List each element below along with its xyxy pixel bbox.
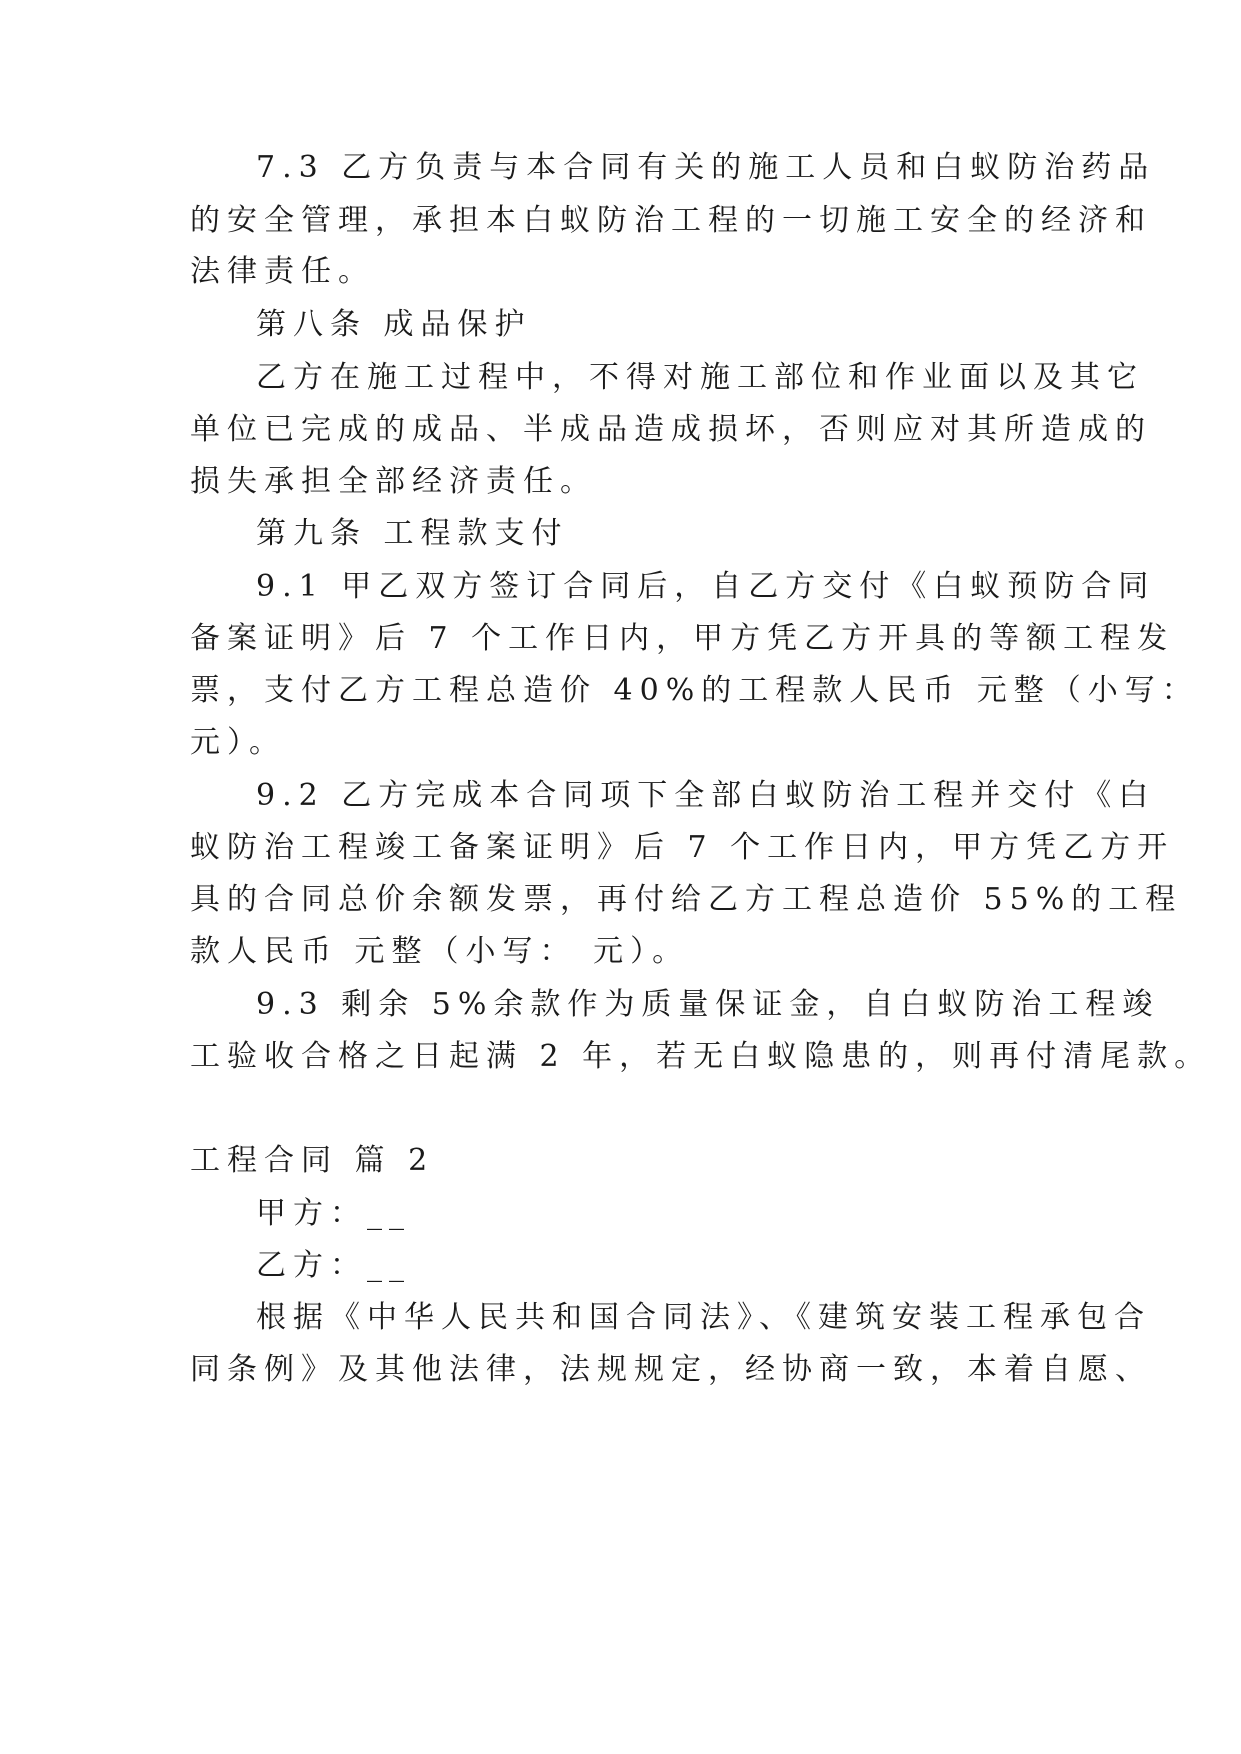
paragraph-9-1-line-4: 元）。 (190, 725, 286, 760)
paragraph-9-1-line-1: 9.1 甲乙双方签订合同后，自乙方交付《白蚁预防合同 (256, 569, 1156, 604)
paragraph-9-3-line-2: 工验收合格之日起满 2 年，若无白蚁隐患的，则再付清尾款。 (190, 1039, 1212, 1074)
paragraph-9-1-line-3: 票，支付乙方工程总造价 40%的工程款人民币 元整（小写： (190, 673, 1199, 708)
paragraph-9-2-line-1: 9.2 乙方完成本合同项下全部白蚁防治工程并交付《白 (256, 778, 1156, 813)
article-8-heading: 第八条 成品保护 (256, 307, 532, 342)
party-b-line: 乙方：__ (256, 1248, 411, 1283)
article-8-line-2: 单位已完成的成品、半成品造成损坏，否则应对其所造成的 (190, 412, 1152, 447)
section-title-part-2: 工程合同 篇 2 (190, 1143, 435, 1178)
party-a-line: 甲方：__ (256, 1196, 411, 1231)
paragraph-9-2-line-3: 具的合同总价余额发票，再付给乙方工程总造价 55%的工程 (190, 882, 1183, 917)
paragraph-7-3-line-3: 法律责任。 (190, 254, 375, 289)
paragraph-7-3-line-2: 的安全管理，承担本白蚁防治工程的一切施工安全的经济和 (190, 203, 1152, 238)
paragraph-9-3-line-1: 9.3 剩余 5%余款作为质量保证金，自白蚁防治工程竣 (256, 987, 1160, 1022)
paragraph-9-2-line-4: 款人民币 元整（小写： 元）。 (190, 934, 690, 969)
article-9-heading: 第九条 工程款支付 (256, 516, 569, 551)
preamble-line-2: 同条例》及其他法律，法规规定，经协商一致，本着自愿、 (190, 1352, 1152, 1387)
paragraph-9-1-line-2: 备案证明》后 7 个工作日内，甲方凭乙方开具的等额工程发 (190, 621, 1175, 656)
article-8-line-3: 损失承担全部经济责任。 (190, 464, 597, 499)
paragraph-9-2-line-2: 蚁防治工程竣工备案证明》后 7 个工作日内，甲方凭乙方开 (190, 830, 1175, 865)
article-8-line-1: 乙方在施工过程中，不得对施工部位和作业面以及其它 (256, 360, 1144, 395)
preamble-line-1: 根据《中华人民共和国合同法》、《建筑安装工程承包合 (256, 1300, 1151, 1335)
paragraph-7-3-line-1: 7.3 乙方负责与本合同有关的施工人员和白蚁防治药品 (256, 150, 1156, 185)
